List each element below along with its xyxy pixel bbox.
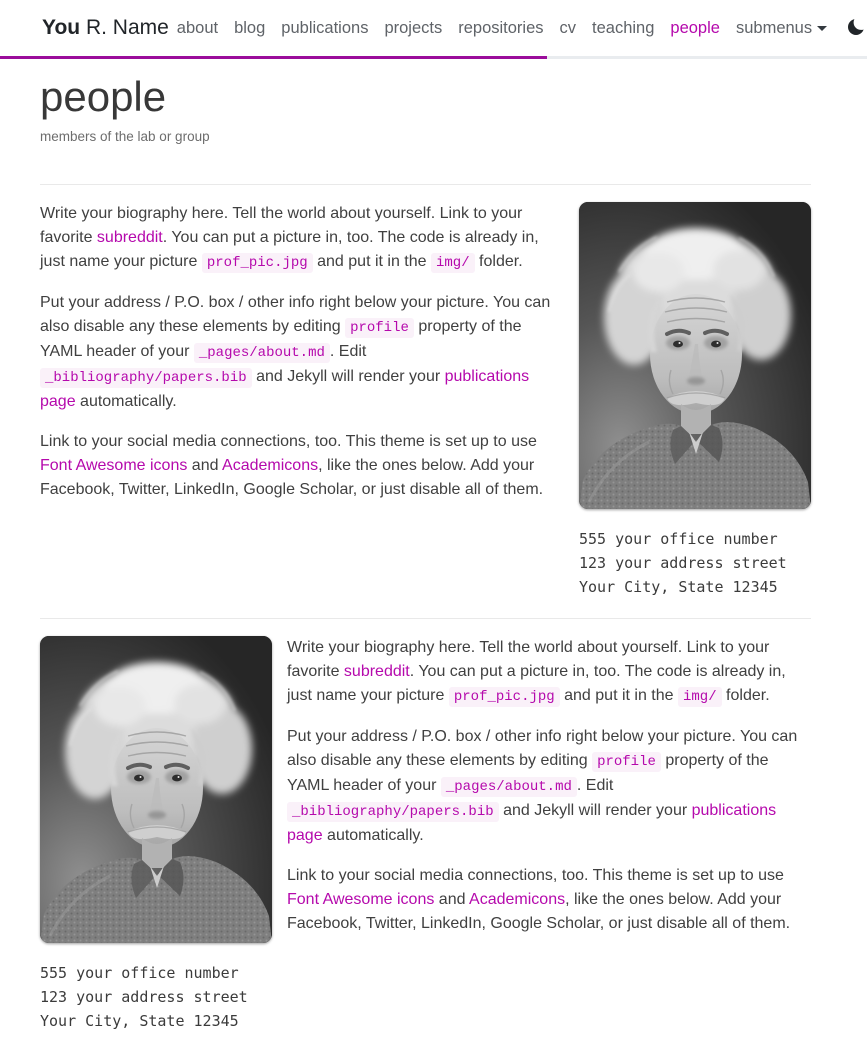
page-description: members of the lab or group <box>40 129 210 145</box>
scroll-progress-fill <box>0 56 547 59</box>
page-header <box>40 73 811 144</box>
nav-link-repositories[interactable]: repositories <box>458 18 544 37</box>
nav-link-blog[interactable]: blog <box>234 18 266 37</box>
inline-code: prof_pic.jpg <box>449 687 560 707</box>
address-line: Your City, State 12345 <box>579 578 778 597</box>
chevron-down-icon <box>817 26 827 31</box>
inline-link[interactable]: Font Awesome icons <box>287 891 435 909</box>
bio-text <box>287 636 811 936</box>
nav-item-blog <box>226 13 273 44</box>
nav-item-about <box>169 13 226 44</box>
inline-link[interactable]: Font Awesome icons <box>40 457 188 475</box>
profile-section-2 <box>40 618 811 1033</box>
page-title: people <box>40 73 167 120</box>
inline-link[interactable]: publications page <box>40 368 530 411</box>
nav-item-people <box>662 13 728 44</box>
page-content <box>0 73 867 1033</box>
inline-code: img/ <box>431 253 475 273</box>
inline-code: profile <box>345 318 414 338</box>
site-brand[interactable] <box>42 16 169 40</box>
inline-link[interactable]: subreddit <box>343 663 410 681</box>
nav-item-projects <box>376 13 450 44</box>
bio-paragraph: Link to your social media connections, too. This theme is set up to use Font Awesome icons and Academicons, like the ones below. Add your Facebook, Twitter, LinkedIn, Google Scholar, or just disable all of them. <box>40 433 544 499</box>
submenus-label: submenus <box>735 18 813 37</box>
profile-aside <box>40 636 272 1033</box>
nav-item-repositories <box>450 13 551 44</box>
nav-link-people[interactable]: people <box>670 18 720 37</box>
einstein-portrait-image <box>579 202 811 509</box>
inline-code: prof_pic.jpg <box>202 253 313 273</box>
address-line: 123 your address street <box>579 554 787 573</box>
inline-code: profile <box>592 752 661 772</box>
nav-menu <box>169 13 867 44</box>
inline-link[interactable]: Academicons <box>469 891 566 909</box>
nav-item-publications <box>273 13 376 44</box>
nav-link-projects[interactable]: projects <box>384 18 443 37</box>
nav-item-teaching <box>584 13 662 44</box>
bio-paragraph: Write your biography here. Tell the world about yourself. Link to your favorite subreddit. You can put a picture in, too. The code is already in, just name your picture prof_pic.jpg and put it in the img/ folder. <box>287 639 786 706</box>
brand-first-name: You <box>42 16 81 39</box>
inline-code: _pages/about.md <box>194 343 330 363</box>
nav-item-submenus <box>728 13 835 44</box>
inline-code: _bibliography/papers.bib <box>287 802 499 822</box>
nav-link-cv[interactable]: cv <box>559 18 577 37</box>
inline-code: _bibliography/papers.bib <box>40 368 252 388</box>
nav-item-theme <box>835 15 867 41</box>
dark-mode-toggle-button[interactable] <box>845 15 867 38</box>
profile-aside <box>579 202 811 599</box>
bio-paragraph: Put your address / P.O. box / other info right below your picture. You can also disable any these elements by editing profile property of the YAML header of your _pages/about.md . Edit _bibliography/papers.bib and Jekyll will render your publications page automatically. <box>40 294 551 411</box>
nav-link-submenus-dropdown[interactable] <box>728 13 835 44</box>
nav-link-teaching[interactable]: teaching <box>592 18 655 37</box>
nav-link-publications[interactable]: publications <box>281 18 369 37</box>
inline-code: img/ <box>678 687 722 707</box>
address-line: 123 your address street <box>40 988 248 1007</box>
address-block <box>40 961 272 1033</box>
bio-paragraph: Link to your social media connections, too. This theme is set up to use Font Awesome icons and Academicons, like the ones below. Add your Facebook, Twitter, LinkedIn, Google Scholar, or just disable all of them. <box>287 867 791 933</box>
inline-link[interactable]: subreddit <box>96 229 163 247</box>
nav-link-about[interactable]: about <box>176 18 219 37</box>
address-block <box>579 527 811 599</box>
address-line: Your City, State 12345 <box>40 1012 239 1031</box>
profile-section-1 <box>40 185 811 599</box>
inline-code: _pages/about.md <box>441 777 577 797</box>
navbar <box>0 0 867 56</box>
nav-item-cv <box>552 13 585 44</box>
inline-link[interactable]: Academicons <box>222 457 319 475</box>
scroll-progress-track <box>0 56 867 59</box>
bio-paragraph: Write your biography here. Tell the world about yourself. Link to your favorite subreddit. You can put a picture in, too. The code is already in, just name your picture prof_pic.jpg and put it in the img/ folder. <box>40 205 539 272</box>
moon-icon <box>847 17 866 36</box>
bio-text <box>40 202 554 502</box>
bio-paragraph: Put your address / P.O. box / other info right below your picture. You can also disable any these elements by editing profile property of the YAML header of your _pages/about.md . Edit _bibliography/papers.bib and Jekyll will render your publications page automatically. <box>287 728 798 845</box>
einstein-portrait-image <box>40 636 272 943</box>
brand-last-name: R. Name <box>80 16 169 39</box>
profile-photo <box>40 636 272 943</box>
address-line: 555 your office number <box>579 530 778 549</box>
inline-link[interactable]: publications page <box>287 802 777 845</box>
address-line: 555 your office number <box>40 964 239 983</box>
profile-photo <box>579 202 811 509</box>
